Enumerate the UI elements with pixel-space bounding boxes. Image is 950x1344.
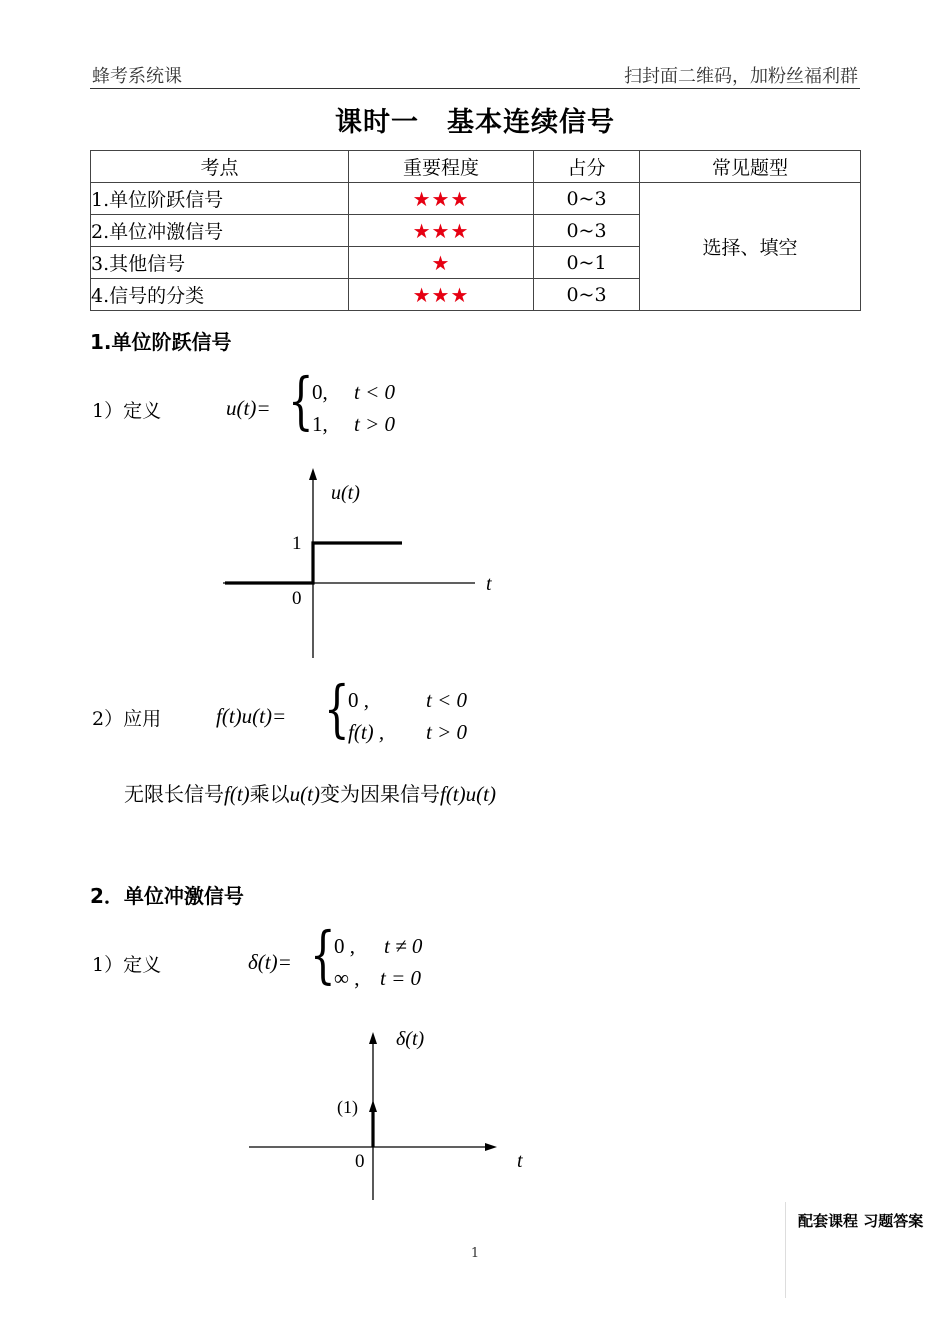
score-cell: 0~3 [534, 183, 640, 215]
note-text: 无限长信号 [124, 782, 224, 806]
y-axis-arrow [309, 468, 317, 480]
score-cell: 0~1 [534, 247, 640, 279]
header-right-text: 扫封面二维码，加粉丝福利群 [624, 66, 858, 87]
case-value: ∞ , [334, 966, 360, 990]
case-condition [426, 720, 467, 745]
case-condition-text: t > 0 [354, 412, 396, 436]
unit-impulse-lhs: δ(t)= [248, 950, 292, 974]
header-left-text: 蜂考系统课 [92, 66, 182, 87]
step-curve [225, 543, 402, 583]
note-math: u(t) [289, 782, 320, 806]
case-value: 1, [312, 412, 328, 436]
case-value: 0, [312, 380, 328, 404]
score-cell: 0~3 [534, 215, 640, 247]
column-header: 占分 [534, 151, 640, 183]
column-header: 考点 [91, 151, 349, 183]
case-value: 0 , [348, 688, 369, 712]
case-condition-text: t < 0 [354, 380, 396, 404]
importance-stars: ★★★ [349, 215, 534, 247]
case-condition-text: t = 0 [380, 966, 422, 990]
case-condition-text: t > 0 [426, 720, 468, 744]
left-brace: { [288, 364, 314, 437]
column-header: 重要程度 [349, 151, 534, 183]
case-value-text: f(t) , [348, 720, 385, 744]
unit-step-lhs: u(t)= [226, 396, 271, 420]
origin-label: 0 [355, 1151, 365, 1172]
left-brace: { [324, 672, 350, 745]
table-header-row [91, 151, 861, 183]
topic-cell: 2.单位冲激信号 [91, 215, 349, 247]
level-label: 1 [292, 533, 302, 554]
companion-course-text[interactable]: 配套课程 习题答案 [798, 1212, 924, 1230]
case-condition [384, 934, 422, 959]
note-math: f(t) [224, 782, 250, 806]
section-heading-unit-step: 1.单位阶跃信号 [90, 330, 232, 354]
case-condition-text: t ≠ 0 [384, 934, 423, 958]
y-axis-label: δ(t) [396, 1028, 425, 1050]
topic-table [90, 150, 861, 311]
application-lhs: f(t)u(t)= [216, 704, 287, 728]
case-condition [426, 688, 467, 713]
case-condition [380, 966, 421, 991]
origin-label: 0 [292, 588, 302, 609]
x-axis-label: t [486, 573, 492, 595]
case-condition-text: t < 0 [426, 688, 468, 712]
note-text: 乘以 [249, 782, 290, 806]
causal-signal-note [124, 778, 496, 807]
case-value [348, 720, 384, 745]
y-axis-label: u(t) [331, 482, 360, 504]
x-axis-label: t [517, 1150, 523, 1172]
definition-label: 1）定义 [92, 400, 162, 422]
case-condition [354, 380, 395, 405]
impulse-strength-label: (1) [337, 1097, 358, 1117]
topic-cell: 3.其他信号 [91, 247, 349, 279]
left-brace: { [310, 918, 336, 991]
definition-label: 1）定义 [92, 954, 162, 976]
page-title: 课时一 基本连续信号 [335, 107, 615, 138]
impulse-arrow [369, 1100, 377, 1112]
topic-cell: 4.信号的分类 [91, 279, 349, 311]
unit-step-graph [220, 466, 510, 661]
case-condition [354, 412, 395, 437]
unit-impulse-graph [245, 1026, 535, 1202]
topic-cell: 1.单位阶跃信号 [91, 183, 349, 215]
importance-stars: ★ [349, 247, 534, 279]
application-label: 2）应用 [92, 708, 162, 730]
importance-stars: ★★★ [349, 183, 534, 215]
importance-stars: ★★★ [349, 279, 534, 311]
note-text: 变为因果信号 [319, 782, 440, 806]
column-header: 常见题型 [640, 151, 861, 183]
note-math: f(t)u(t) [439, 782, 496, 806]
page-number: 1 [470, 1246, 480, 1261]
case-value: 0 , [334, 934, 355, 958]
x-axis-arrow [485, 1143, 497, 1151]
score-cell: 0~3 [534, 279, 640, 311]
section-heading-unit-impulse: 2．单位冲激信号 [90, 884, 244, 908]
header-divider [90, 88, 860, 89]
y-axis-arrow [369, 1032, 377, 1044]
question-type-cell: 选择、填空 [640, 183, 861, 311]
table-row [91, 183, 861, 215]
